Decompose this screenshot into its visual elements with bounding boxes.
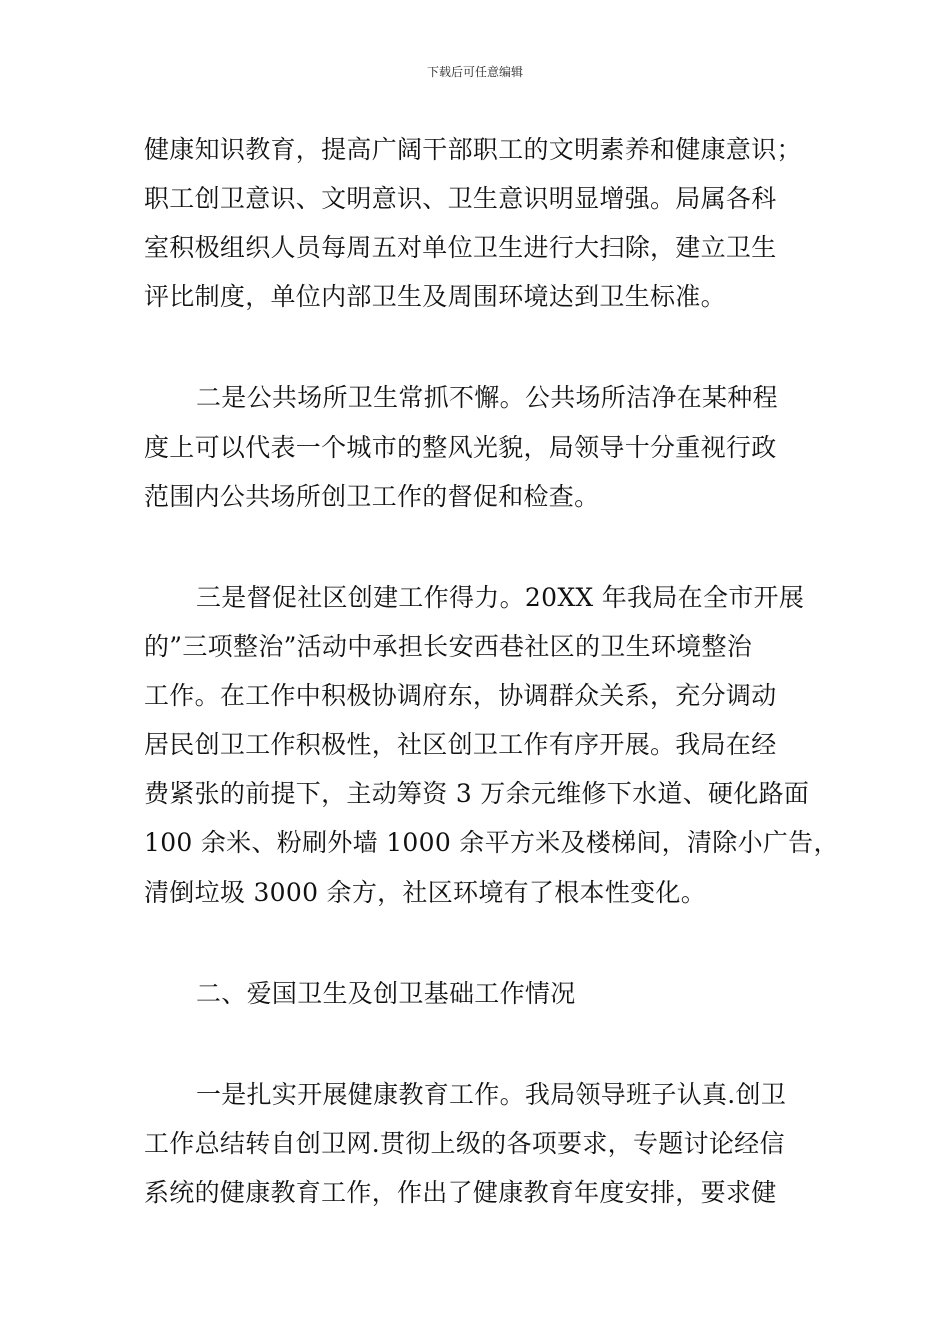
- page-header: 下载后可任意编辑: [426, 65, 523, 79]
- paragraph-line: 清倒垃圾 3000 余方，社区环境有了根本性变化。: [144, 878, 707, 907]
- paragraph-line: 二是公共场所卫生常抓不懈。公共场所洁净在某种程: [196, 383, 778, 412]
- paragraph-line: 三是督促社区创建工作得力。20XX 年我局在全市开展: [196, 583, 805, 612]
- paragraph-line: 一是扎实开展健康教育工作。我局领导班子认真.创卫: [196, 1080, 787, 1109]
- paragraph-line: 室积极组织人员每周五对单位卫生进行大扫除，建立卫生: [144, 233, 777, 262]
- paragraph-line: 度上可以代表一个城市的整风光貌，局领导十分重视行政: [144, 433, 777, 462]
- paragraph-line: 工作。在工作中积极协调府东，协调群众关系，充分调动: [144, 681, 777, 710]
- paragraph-line: 居民创卫工作积极性，社区创卫工作有序开展。我局在经: [144, 730, 777, 759]
- paragraph-line: 100 余米、粉刷外墙 1000 余平方米及楼梯间，清除小广告，: [144, 828, 839, 857]
- paragraph-line: 系统的健康教育工作，作出了健康教育年度安排，要求健: [144, 1178, 777, 1207]
- paragraph-line: 评比制度，单位内部卫生及周围环境达到卫生标准。: [144, 282, 726, 311]
- paragraph-line: 范围内公共场所创卫工作的督促和检查。: [144, 482, 600, 511]
- paragraph-line: 工作总结转自创卫网.贯彻上级的各项要求，专题讨论经信: [144, 1129, 785, 1158]
- paragraph-line: 费紧张的前提下，主动筹资 3 万余元维修下水道、硬化路面: [144, 779, 810, 808]
- paragraph-line: 健康知识教育，提高广阔干部职工的文明素养和健康意识；: [144, 135, 802, 164]
- paragraph-line: 的”三项整治”活动中承担长安西巷社区的卫生环境整治: [144, 632, 753, 661]
- paragraph-line: 职工创卫意识、文明意识、卫生意识明显增强。局属各科: [144, 184, 777, 213]
- section-heading: 二、爱国卫生及创卫基础工作情况: [196, 979, 576, 1008]
